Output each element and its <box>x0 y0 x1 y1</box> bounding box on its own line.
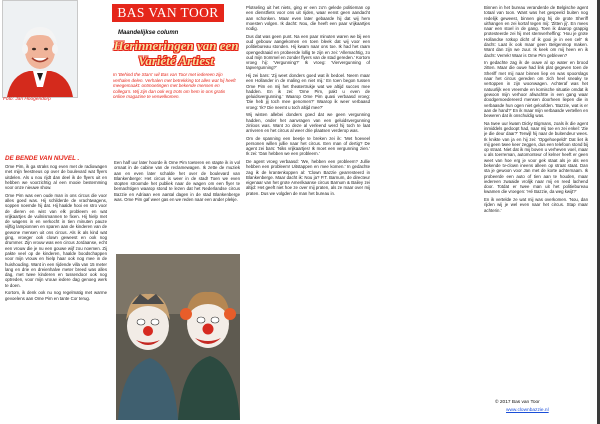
paragraph: De agent vroeg verbaasd: 'We, hebben een probleem? Jullie hebben een probleem! Uitstappen en mee komen.' In gedachte zag ik de krantenkoppen al: 'Clown Bazzie gearresteerd in Blankenberge. Maar dacht ik: Nou ja? P.T. Barnum, de directeur eigenaar van het grote Amerikaanse circus Barnum & Bailey zei altijd: Het geeft niet hoe ze over mij praten, als ze maar over mij praten. Dus we volgden de man het bureau in. <box>246 158 370 196</box>
clowns-photo <box>116 254 240 420</box>
copyright-notice: © 2017 Bas van Toor <box>495 400 540 405</box>
photo-caption: Foto: Jan Hoogendorp <box>3 97 51 102</box>
paragraph: Ome Pim was een oude man in ons circus die voor alles goed was. Hij schilderde de vrachtwagens, soppen noemde hij dat. Hij haalde hooi en stro voor de dieren en wist van elk probleem en wat vrijkaartjes de vuilnismannen te fixen. Hij hielp met de wagens in en verkocht in tien minuten pauze vijftig lampionnen en sparen aan de kinderen van de gewone mensen uit ons circus. Als ik als kind wat ging, vroeger ook clown geweest en ook nog drummer. Zijn vrouw was een circus Jordaanse, echt een vrouw die je nu een gouwe wijf zou noemen. Zij pakte veel op de kinderen, haalde boodschappen voor mijn vrouw en hielp haar ook nog mee in de huishouding. Want in een rijdende villa van 15 meter lang en drie en dreienhalve meter breed was alles dag, met twee kinderen en tussendoor ook nog optreden, voor mijn vrouw iedere dag genoeg werk te doen. <box>5 192 107 288</box>
paragraph: Kortom, ik denk ook nu nog regelmatig met warme gevoelens aan Ome Pim en tante Cor terug. <box>5 290 107 301</box>
portrait-illustration <box>3 1 77 97</box>
paragraph: Binnen in het bureau veranderde de Belgische agent totaal van toon. Want was het gespeeld buiten nog redelijk geweest, binnen ging hij de grote Sheriff uithangen en zei kortaf tegen mij: 'Zitten jij'. En mees naar een stoel in de gang. Toen ik daarop grappig protesteerde zei hij met stemverheffing: 'Hou je grote Hollandse rotkop dicht of ik gooi je in een cel!' Ik dacht: Laat ik ook maar geen Belgenmop maken. Want dan zijn we zuur. Ik keek om mij heen en ik dacht: Verrek! Waar is Ome Pim gebleven? <box>484 5 588 58</box>
paragraph: Wij wisten allebei donders goed dat we geen vergunning hadden, onder het aanvragen van een geluidsvergunning zinloos was. Want zo deze al verleend werd hij toch te laat arriveren en het circus al weer drie plaatsen verderop was. <box>246 112 370 134</box>
article-headline: Herinneringen van een Variété Artiest <box>113 38 239 68</box>
author-portrait-photo <box>2 0 78 98</box>
masthead-banner <box>112 4 224 22</box>
website-link[interactable]: www.clownbazzie.nl <box>506 408 549 413</box>
masthead-title: BAS VAN TOOR <box>117 5 219 20</box>
paragraph: En ik vertelde ze wat mij was overkomen. 'Nou, dan rijden wij je wel even naar het circus. Stap maar achterin.' <box>484 196 588 213</box>
text-column-3 <box>246 5 370 417</box>
paragraph: Dus dat was geen punt. Na een paar minuten waren we bij een oud gebouw aangekomen en toen bleek dat wij voor een politiebureau stonden. Hij kwam naar ons toe. Ik had het raam opengedraaid en probeerde lollig te zijn en zei: 'Allemachtig, zo oud mijn trommel en zonder flyers van de stad gereden.' Kortom vroeg hij: 'Vergunning?' Ik vroeg: 'Viervergunning of tapvergunning?' <box>246 33 370 71</box>
paragraph: In gedachte zag ik de ouwe al op water en brood zitten. Maar die ouwe had link plat gegeven toen de Sheriff met mij naar binnen liep en was spoorslags naar het circus gereden om zich heel sneaky te vertoppen in zijn woonwagen. Achteraf was het natuurlijk een vreemde en komische situatie omdat ik gewoon mijn verhoor afwachtte in een gang waar doodgemoedereerd mensen doorheen liepen die in verbaasde hun ogen niet geloofden. 'Bazzie, wat is er aan de hand?' En ik maar mijn verbaasde vertellen en beweren dat ik onschuldig was. <box>484 60 588 119</box>
column-label: Maandelijkse column <box>118 30 179 36</box>
clowns-illustration <box>116 254 240 420</box>
article-intro: In 'Behind the Stars' wil Bas van Toor met iedereen zijn verhalen delen. Verhalen met betrekking tot alles wat hij heeft meegemaakt: ontmoetingen met bekende mensen en collega's. Wij zijn dan ook erg trots om hem in ons gratis online magazine te verwelkomen. <box>113 72 236 99</box>
paragraph: Plotseling uit het niets, ging er een zo'n gelede politieman op een dienstfiets voor ons uit rijden, waar eenst geen aandacht aan schonken. Maar even later gebaarde hij dat wij hem moesten volgen. Ik dacht: Nou, die heeft een paar vrijkaartjes nodig. <box>246 5 370 32</box>
section-heading: DE BENDE VAN NIJVEL . <box>5 155 80 162</box>
text-column-2 <box>114 160 240 252</box>
paragraph: Een half uur later hoorde ik Ome Pim toeteren en stapte ik in vol ornaat in de cabine van de reclamewagen. Ik zette de muziek aan en even later schalde het over de boulevard van Blankenberge: Het circus is weer in de stad! Toen we even stopten stroomde het publiek naar de wagen om een flyer te bemachtigen waarop stond te lezen dat het Nederlandse circus Bazzie en Adriaan een aantal dagen in de stad Blankenberge was. Ome Pim gaf weer gas en we reden naar een ander plekje. <box>114 160 240 203</box>
text-column-1 <box>5 164 107 419</box>
paragraph: Na twee uur kwam Dicky Bigmans, zoals ik die agent inmiddels gedoopt had, naar mij toe en zei enkel: 'Zie je die deur daar?' Terwijl hij naar de buitendeur wees. Ik knikte van ja en hij zei: 'Opgehoepeld!' Dat liet ik mij geen twee keer zeggen, dus een telefoon stond bij op straat. Niet dat ik mij boven u verheven voel, maar u als toerreman, automonteur of kelner heeft er geen weet van hoe erg je voor gek staat als je als een bekende tv-clown ineens alleen op straat staat. Dan sta je gewoon voor Jan met de korte achternaam. Ik probeerde een auto of tien aan te houden, maar iedereen zwaaide vrolijk naar mij en reed lachend door. Totdat er twee man uit het politiebureau kwamen die vroegen: 'Hé Bazzie, da weg kwijt?' <box>484 120 588 195</box>
paragraph: Hij zei bars: 'Zij weet donders goed wat ik bedoel. Neem maar een Hollander in de maling en niet mij.' En toen begon tussen Ome Pim en mij het theatertrukje wat we altijd succes mee hadden. En ik zei: 'Ome Pim, pakt u even de geluidsvergunning.' Waarop Ome Pim quasi verbaasd vroeg: 'Die heb jij toch mee genomen?' Waarop ik weer verbaasd vroeg: 'Ik? Die neemt u toch altijd mee?' <box>246 72 370 110</box>
paragraph: Ome Pim, ik ga straks nog even met de radiowagen met mijn feestneus op over de boulevard wat flyers uitdelen. Als u nou rijdt dan deel ik de flyers uit en hebben we voorzichtig al een mooie bestemming voor onze nieuwe show. <box>5 164 107 191</box>
paragraph: Om de spanning een beetje te breken zei ik: 'Met hoeveel personen willen jullie naar het circus. Een man of dertig? De agent zei bars: 'Niks vrijkaartjes! Ik moet een vergunning zien.' Ik zei: 'Dan hebben we een probleem.' <box>246 135 370 157</box>
text-column-4 <box>484 5 588 395</box>
